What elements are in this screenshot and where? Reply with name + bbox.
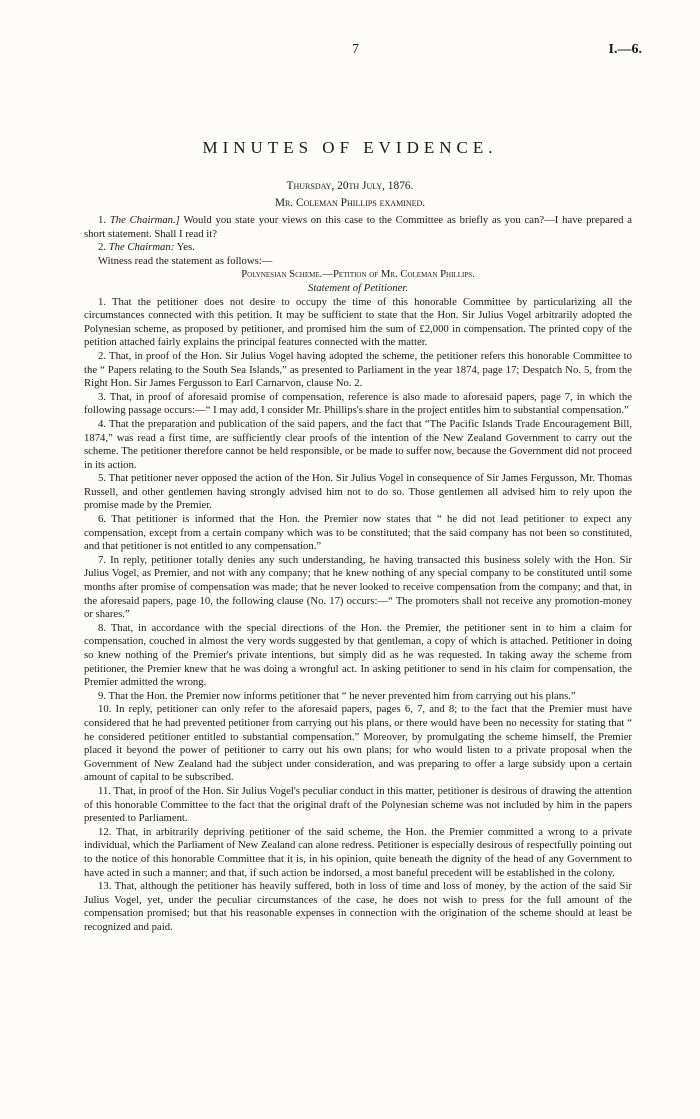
date-line: Thursday, 20th July, 1876. [286,180,414,192]
witness-read-line: Witness read the statement as follows:— [98,254,273,267]
page-number: 7 [352,42,359,57]
paragraph: 9. That the Hon. the Premier now informs petitioner that “ he never prevented him from carrying out his plans.” [98,689,576,702]
paragraph: 2. That, in proof of the Hon. Sir Julius Vogel having adopted the scheme, the petitioner refers this honorable Committee to the “ Papers relating to the South Sea Islands,” as presented to Parliament in the year 1874, page 17; Despatch No. 5, from the Right Hon. Sir James Fergusson to Earl Carnarvon, clause No. 2. [84,349,632,390]
section-heading: Polynesian Scheme.—Petition of Mr. Coleman Phillips. [241,268,475,281]
paragraph: 4. That the preparation and publication of the said papers, and the fact that “The Pacific Islands Trade Encouragement Bill, 1874,” was read a first time, are sufficiently clear proofs of the intention of the New Zealand Government to carry out the scheme. The petitioner therefore cannot be held responsible, or be made to suffer now, because the Government did not proceed in its action. [84,417,632,471]
paragraph: 6. That petitioner is informed that the Hon. the Premier now states that “ he did not lead petitioner to expect any compensation, except from a certain company which was to be constituted; that the said company has not been so constituted, and that petitioner is not entitled to any compensation.” [84,513,632,553]
paragraph: 12. That, in arbitrarily depriving petitioner of the said scheme, the Hon. the Premier committed a wrong to a private individual, which the Parliament of New Zealand can alone redress. Petitioner is especially desirous of respectfully pointing out to the notice of this honorable Committee that it is, in his opinion, quite beneath the dignity of the head of any Government to have acted in such a manner; and that, if such action be indorsed, a most baneful precedent will be established in the colony. [84,825,632,879]
page-title: MINUTES OF EVIDENCE. [202,138,498,157]
witness-line: Mr. Coleman Phillips examined. [274,197,426,209]
q1-text: Would you state your views on this case to the Committee as briefly as you can?—I have prepared a short statement. Shall I read it? [84,214,633,240]
statement-heading: Statement of Petitioner. [307,281,409,294]
paragraph: 5. That petitioner never opposed the action of the Hon. Sir Julius Vogel in consequence of Sir James Fergusson, Mr. Thomas Russell, and other gentlemen having strongly advised him not to do so. Those gentlemen all advised him to rely upon the promise made by the Premier. [84,472,632,512]
paragraph: 11. That, in proof of the Hon. Sir Julius Vogel's peculiar conduct in this matter, petitioner is desirous of drawing the attention of this honorable Committee to the fact that the original draft of the Polynesian scheme was not included by him in the papers presented to Parliament. [84,784,632,825]
paragraph: 13. That, although the petitioner has heavily suffered, both in loss of time and loss of money, by the action of the said Sir Julius Vogel, yet, under the peculiar circumstances of the case, he does not wish to press for the full amount of the compensation promised; but that his reasonable expenses in connection with the origination of the scheme should at least be recognized and paid. [84,880,632,933]
question-2: 2. The Chairman: Yes. [98,241,195,254]
q2-speaker: The Chairman: [108,241,175,254]
question-1: 1. The Chairman.] Would you state your views on this case to the Committee as briefly as you can?—I have prepared a short statement. Shall I read it? [84,214,633,240]
paragraph: 10. In reply, petitioner can only refer to the aforesaid papers, pages 6, 7, and 8; to the fact that the Premier must have considered that he had prevented petitioner from carrying out his plans, or there would have been no necessity for stating that “ he considered petitioner entitled to substantial compensation.” Moreover, by promulgating the scheme himself, the Premier placed it beyond the power of petitioner to carry out his own plans; for who would listen to a private proposal when the Government of New Zealand had the subject under consideration, and was preparing to offer a large subsidy upon a certain amount of capital to be subscribed. [84,703,632,784]
q2-text: Yes. [174,241,195,254]
paragraph: 1. That the petitioner does not desire to occupy the time of this honorable Committee by particularizing all the circumstances connected with this petition. It may be sufficient to state that the Hon. Sir Julius Vogel arbitrarily adopted the Polynesian scheme, as proposed by petitioner, and promised him the sum of £2,000 in compensation. The printed copy of the petition attached fairly explains the principal features connected with the matter. [84,295,632,349]
document-body [84,214,632,934]
q1-speaker: The Chairman.] [109,214,180,226]
paragraph: 3. That, in proof of aforesaid promise of compensation, reference is also made to aforesaid papers, page 7, in which the following passage occurs:—“ I may add, I consider Mr. Phillips's share in the project entitles him to substantial compensation.” [84,390,632,417]
paragraph: 7. In reply, petitioner totally denies any such understanding, he having transacted this business solely with the Hon. Sir Julius Vogel, as Premier, and not with any company; that he knew nothing of any special company to be constituted until some months after promise of compensation was made; that he never looked to receive compensation from the company; and that, in the aforesaid papers, page 10, the following clause (No. 17) occurs:—“ The promoters shall not receive any promotion-money or shares.” [84,553,632,621]
document-reference: I.—6. [608,42,642,57]
paragraph: 8. That, in accordance with the special directions of the Hon. the Premier, the petitioner sent in to him a claim for compensation, couched in almost the very words suggested by that gentleman, a copy of which is attached. Petitioner in doing so knew nothing of the Premier's private intentions, but simply did as he was requested. In taking away the scheme from petitioner, the Premier knew that he was doing a wrongful act. In asking petitioner to send in his claim for compensation, the Premier admitted the wrong. [84,621,632,689]
